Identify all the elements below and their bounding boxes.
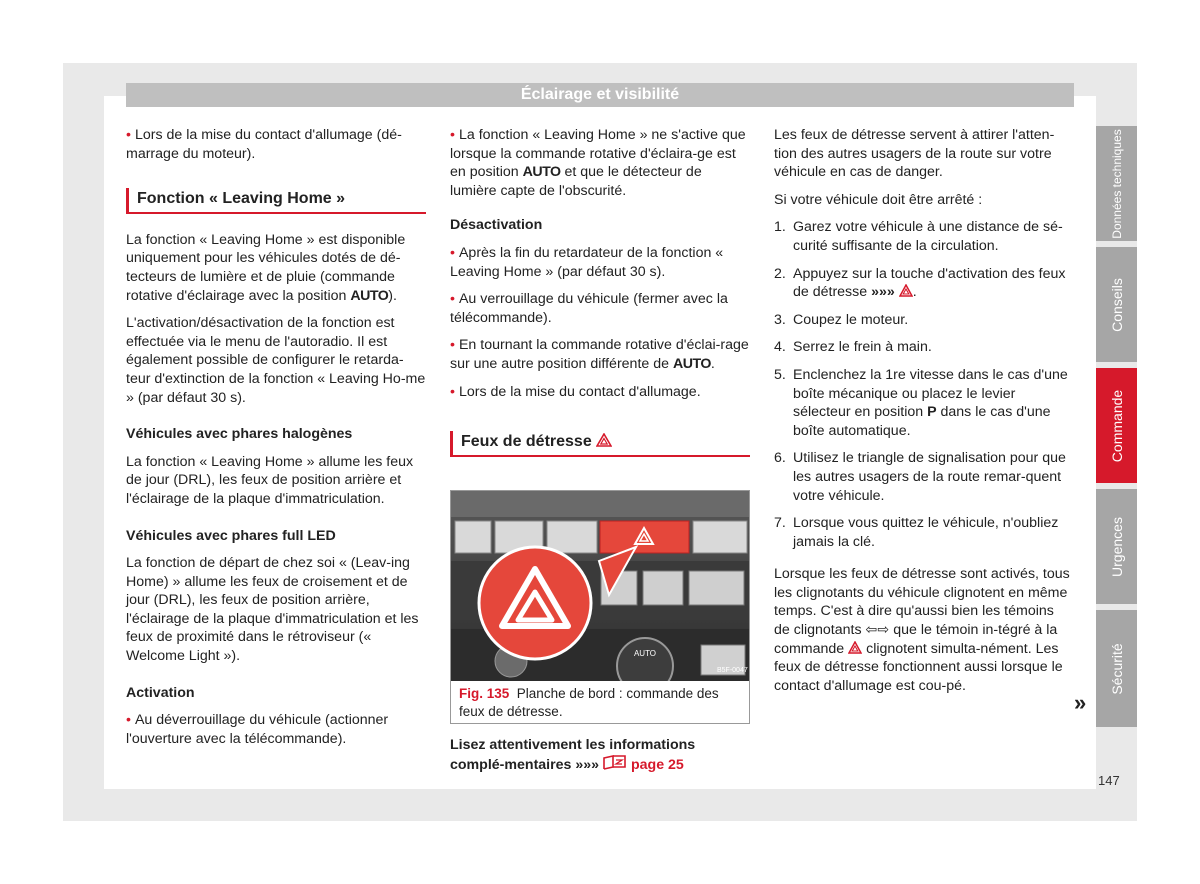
book-reference-icon [603, 755, 627, 770]
bullet-auto-condition: • La fonction « Leaving Home » ne s'active que lorsque la commande rotative d'éclaira-ge est en position AUTO et que le détecteur de lumière capte de l'obscurité. [450, 126, 750, 200]
page-number: 147 [1098, 773, 1120, 788]
steps-list [774, 218, 1072, 551]
subheading-activation: Activation [126, 684, 195, 701]
image-code: B5F-0047 [717, 667, 748, 674]
hazard-triangle-icon [848, 641, 862, 654]
bullet-timer-end: • Après la fin du retardateur de la fonction « Leaving Home » (par défaut 30 s). [450, 244, 750, 281]
hazard-triangle-icon [596, 433, 612, 447]
page-link[interactable]: page 25 [630, 756, 684, 773]
subheading-halogen: Véhicules avec phares halogènes [126, 426, 353, 443]
auto-knob-label: AUTO [633, 649, 657, 658]
tab-commande[interactable]: Commande [1096, 368, 1137, 483]
tab-urgences[interactable]: Urgences [1096, 489, 1137, 604]
paragraph-halogen: La fonction « Leaving Home » allume les feux de jour (DRL), les feux de position arrière et l'éclairage de la plaque d'immatriculation. [126, 453, 414, 507]
subheading-deactivation: Désactivation [450, 217, 543, 234]
column-1 [126, 126, 426, 757]
paragraph-configuration: L'activation/désactivation de la fonction est effectuée via le menu de l'autoradio. Il est également possible de configurer le retarda-teur d'extinction de la fonction « Leaving Ho-me » (par défaut 30 s). [126, 315, 426, 406]
read-more-note: Lisez attentivement les informations complé-mentaires »»» page 25 [450, 737, 696, 773]
list-item: 6. Utilisez le triangle de signalisation pour que les autres usagers de la route remar-quent votre véhicule. [774, 450, 1066, 504]
tab-conseils[interactable]: Conseils [1096, 247, 1137, 362]
bullet-unlock: • Au déverrouillage du véhicule (actionner l'ouverture avec la télécommande). [126, 711, 426, 748]
list-item: 2. Appuyez sur la touche d'activation des feux de détresse »»» . [774, 265, 1066, 301]
tab-donnees-techniques[interactable]: Données techniques [1096, 126, 1137, 241]
column-3 [774, 126, 1072, 704]
paragraph-full-led: La fonction de départ de chez soi « (Leav-ing Home) » allume les feux de croisement et de jour (DRL), les feux de position arrière, l'éclairage de la plaque d'immatriculation et les feux de proximité dans le rétroviseur (« Welcome Light »). [126, 555, 419, 665]
list-item: 5. Enclenchez la 1re vitesse dans le cas d'une boîte mécanique ou placez le levier sélecteur en position P dans le cas d'une boîte automatique. [774, 366, 1068, 439]
list-item: 7. Lorsque vous quittez le véhicule, n'oubliez jamais la clé. [774, 515, 1059, 550]
paragraph-purpose: Les feux de détresse servent à attirer l'atten-tion des autres usagers de la route sur votre véhicule en cas de danger. [774, 127, 1055, 181]
section-title-leaving-home: Fonction « Leaving Home » [126, 188, 426, 214]
bullet-lock: • Au verrouillage du véhicule (fermer avec la télécommande). [450, 290, 750, 327]
section-title-hazard: Feux de détresse [450, 431, 750, 457]
paragraph-if-stopped: Si votre véhicule doit être arrêté : [774, 191, 983, 208]
tab-securite[interactable]: Sécurité [1096, 610, 1137, 727]
continue-mark: » [1074, 690, 1087, 715]
page-header: Éclairage et visibilité [126, 83, 1074, 107]
bullet-rotate: • En tournant la commande rotative d'éclai-rage sur une autre position différente de AUTO. [450, 336, 750, 373]
paragraph-availability: La fonction « Leaving Home » est disponible uniquement pour les véhicules dotés de dé-tecteurs de lumière et de pluie (commande rotative d'éclairage avec la position AUTO). [126, 231, 406, 304]
figure-caption: Fig. 135 Planche de bord : commande des feux de détresse. [459, 686, 719, 719]
list-item: 4. Serrez le frein à main. [774, 339, 932, 356]
list-item: 1. Garez votre véhicule à une distance de sé-curité suffisante de la circulation. [774, 219, 1063, 254]
dashboard-photo [451, 491, 749, 681]
turn-signal-icon: ⇦⇨ [865, 622, 890, 639]
figure-135 [450, 490, 750, 724]
column-2 [450, 126, 750, 773]
subheading-full-led: Véhicules avec phares full LED [126, 527, 336, 544]
hazard-triangle-icon [899, 284, 913, 297]
list-item: 3. Coupez le moteur. [774, 311, 909, 328]
bullet-ignition: • Lors de la mise du contact d'allumage (dé-marrage du moteur). [126, 126, 426, 163]
paragraph-hazard-behaviour: Lorsque les feux de détresse sont activés, tous les clignotants du véhicule clignotent en même temps. C'est à dire qu'aussi bien les témoins de clignotants ⇦⇨ que le témoin in-tégré à la commande clignotent simulta-nément. Les feux de détresse fonctionnent aussi lorsque le contact d'allumage est cou-pé. [774, 566, 1070, 694]
bullet-ignition-off: • Lors de la mise du contact d'allumage. [450, 383, 750, 402]
